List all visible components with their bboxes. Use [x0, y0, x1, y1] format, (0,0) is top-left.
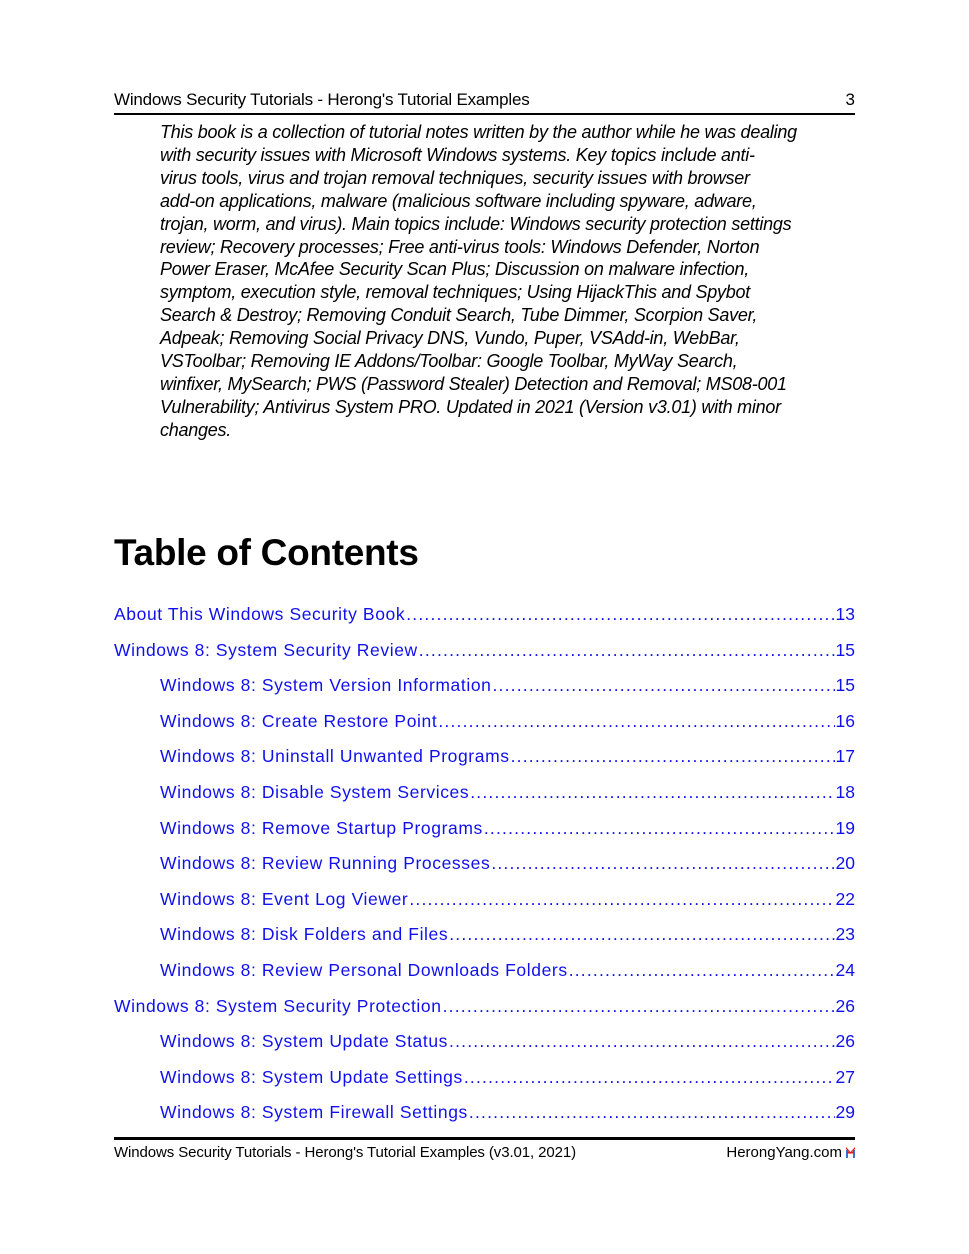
header-title: Windows Security Tutorials - Herong's Tutorial Examples	[114, 90, 530, 109]
footer-site-name: HerongYang.com	[726, 1144, 842, 1161]
toc-dot-leader	[491, 853, 834, 874]
page-header	[114, 89, 855, 115]
toc-entry-page[interactable]: 15	[835, 639, 855, 660]
toc-dot-leader	[409, 889, 834, 910]
toc-entry-page[interactable]: 13	[835, 604, 855, 624]
toc-dot-leader	[419, 640, 835, 661]
toc-entry-page[interactable]: 24	[835, 960, 855, 980]
toc-entry-label[interactable]: Windows 8: Review Personal Downloads Folders	[160, 960, 568, 980]
page-number: 3	[845, 90, 855, 109]
toc-entry-label[interactable]: About This Windows Security Book	[114, 604, 406, 624]
toc-entry-page[interactable]: 15	[835, 675, 855, 696]
toc-entry-page[interactable]: 19	[835, 817, 855, 838]
abstract-line: winfixer, MySearch; PWS (Password Stealer) Detection and Removal; MS08-001	[160, 373, 787, 394]
toc-entry-label[interactable]: Windows 8: Create Restore Point	[160, 710, 438, 731]
toc-entry[interactable]	[160, 782, 855, 806]
toc-entry[interactable]	[114, 604, 855, 628]
abstract-line: Power Eraser, McAfee Security Scan Plus; Discussion on malware infection,	[160, 259, 750, 280]
toc-entry-label[interactable]: Windows 8: Disk Folders and Files	[160, 924, 449, 945]
abstract-line: Adpeak; Removing Social Privacy DNS, Vundo, Puper, VSAdd-in, WebBar,	[160, 328, 740, 349]
toc-dot-leader	[449, 1031, 835, 1052]
toc-entry-label[interactable]: Windows 8: System Update Status	[160, 1031, 449, 1052]
toc-entry-label[interactable]: Windows 8: System Firewall Settings	[160, 1102, 468, 1123]
toc-dot-leader	[449, 924, 834, 945]
toc-entry-page[interactable]: 27	[835, 1066, 855, 1087]
footer-site	[726, 1144, 855, 1161]
page-footer	[114, 1137, 855, 1161]
toc-entry-label[interactable]: Windows 8: System Security Review	[114, 639, 418, 660]
toc-entry-page[interactable]: 29	[835, 1102, 855, 1123]
toc-entry-page[interactable]: 20	[835, 853, 855, 874]
toc-dot-leader	[443, 996, 835, 1017]
toc-heading: Table of Contents	[114, 532, 419, 573]
abstract-line: This book is a collection of tutorial notes written by the author while he was dealing	[160, 122, 797, 142]
toc-entry[interactable]	[160, 1067, 855, 1091]
footer-book-title: Windows Security Tutorials - Herong's Tutorial Examples (v3.01, 2021)	[114, 1144, 576, 1161]
abstract-line: with security issues with Microsoft Windows systems. Key topics include anti-	[160, 144, 755, 165]
abstract-line: trojan, worm, and virus). Main topics include: Windows security protection settings	[160, 213, 792, 234]
abstract-line: virus tools, virus and trojan removal techniques, security issues with browser	[160, 167, 750, 188]
abstract-line: VSToolbar; Removing IE Addons/Toolbar: Google Toolbar, MyWay Search,	[160, 351, 738, 372]
toc-entry[interactable]	[160, 1031, 855, 1055]
toc-entry[interactable]	[160, 675, 855, 699]
toc-entry[interactable]	[160, 924, 855, 948]
toc-dot-leader	[464, 1067, 835, 1088]
toc-entry[interactable]	[160, 711, 855, 735]
toc-entry-label[interactable]: Windows 8: Event Log Viewer	[160, 888, 409, 909]
toc-entry-label[interactable]: Windows 8: Disable System Services	[160, 782, 470, 802]
toc-entry-label[interactable]: Windows 8: Review Running Processes	[160, 853, 491, 874]
toc-entry[interactable]	[114, 996, 855, 1020]
toc-entry-label[interactable]: Windows 8: Uninstall Unwanted Programs	[160, 746, 510, 767]
toc-entry-page[interactable]: 26	[835, 995, 855, 1016]
toc-entry-page[interactable]: 16	[835, 710, 855, 731]
toc-entry[interactable]	[160, 853, 855, 877]
abstract-line: Search & Destroy; Removing Conduit Search, Tube Dimmer, Scorpion Saver,	[160, 305, 758, 326]
abstract-line: symptom, execution style, removal techniques; Using HijackThis and Spybot	[160, 282, 751, 303]
abstract-line: changes.	[160, 419, 232, 440]
toc-entry-page[interactable]: 17	[835, 746, 855, 767]
book-abstract	[160, 121, 860, 442]
toc-entry[interactable]	[160, 889, 855, 913]
toc-entry-label[interactable]: Windows 8: System Update Settings	[160, 1066, 463, 1087]
toc-entry[interactable]	[114, 640, 855, 664]
toc-entry-label[interactable]: Windows 8: System Version Information	[160, 675, 492, 696]
toc-dot-leader	[484, 818, 835, 839]
toc-entry-label[interactable]: Windows 8: System Security Protection	[114, 995, 442, 1016]
toc-entry[interactable]	[160, 1102, 855, 1126]
toc-dot-leader	[511, 746, 835, 767]
toc-entry-label[interactable]: Windows 8: Remove Startup Programs	[160, 817, 483, 838]
abstract-line: Vulnerability; Antivirus System PRO. Updated in 2021 (Version v3.01) with minor	[160, 396, 781, 417]
toc-dot-leader	[569, 960, 835, 981]
toc-entry-page[interactable]: 18	[835, 782, 855, 802]
toc-dot-leader	[470, 782, 834, 803]
toc-entry[interactable]	[160, 746, 855, 770]
toc-entry-page[interactable]: 26	[835, 1031, 855, 1052]
toc-entry-page[interactable]: 23	[835, 924, 855, 945]
toc-dot-leader	[406, 604, 834, 625]
abstract-line: review; Recovery processes; Free anti-virus tools: Windows Defender, Norton	[160, 236, 760, 257]
toc-entry-page[interactable]: 22	[835, 888, 855, 909]
toc-dot-leader	[469, 1102, 835, 1123]
abstract-line: add-on applications, malware (malicious software including spyware, adware,	[160, 190, 757, 211]
herong-logo-icon	[846, 1147, 855, 1158]
toc-entry[interactable]	[160, 960, 855, 984]
toc-dot-leader	[493, 675, 835, 696]
toc-dot-leader	[438, 711, 834, 732]
toc-entry[interactable]	[160, 818, 855, 842]
